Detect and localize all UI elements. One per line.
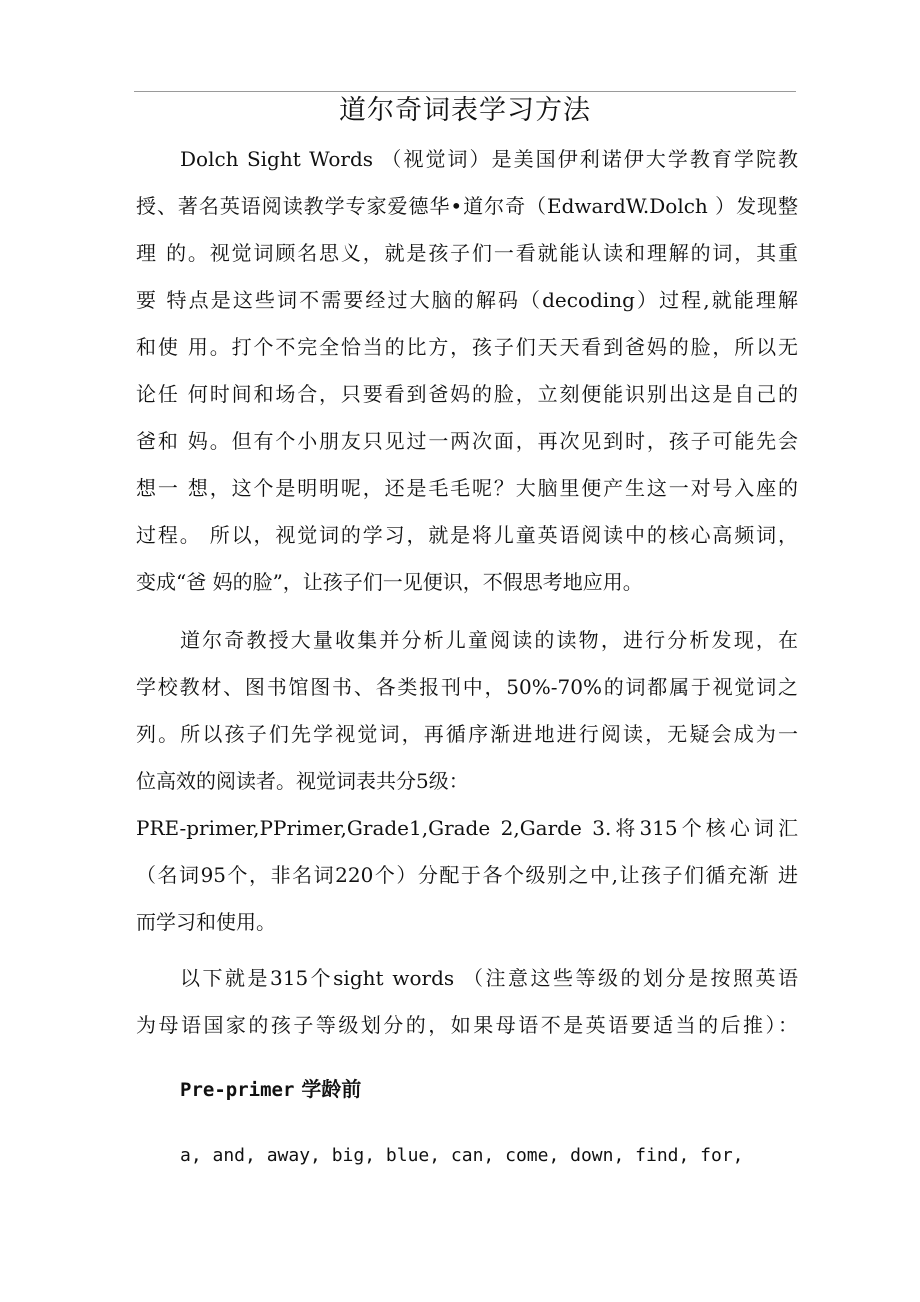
paragraph-line: PRE-primer,PPrimer,Grade1,Grade 2,Garde 3.将315个核心词汇: [136, 816, 798, 840]
paragraph-line: 想一 想，这个是明明呢，还是毛毛呢？大脑里便产生这一对号入座的: [136, 476, 798, 500]
paragraph-line: 理 的。视觉词顾名思义，就是孩子们一看就能认读和理解的词，其重: [136, 241, 798, 265]
paragraph-line: 道尔奇教授大量收集并分析儿童阅读的读物，进行分析发现，在: [180, 628, 798, 652]
paragraph-line: 论任 何时间和场合，只要看到爸妈的脸，立刻便能识别出这是自己的: [136, 382, 798, 406]
sight-word-list: a, and, away, big, blue, can, come, down, find, for,: [180, 1145, 744, 1166]
paragraph-line: 以下就是315个sight words （注意这些等级的划分是按照英语: [180, 966, 798, 990]
paragraph-line: 变成“爸 妈的脸”，让孩子们一见便识，不假思考地应用。: [136, 570, 643, 594]
paragraph-line: 列。所以孩子们先学视觉词，再循序渐进地进行阅读，无疑会成为一: [136, 722, 798, 746]
paragraph-line: Dolch Sight Words （视觉词）是美国伊利诺伊大学教育学院教: [180, 147, 798, 171]
section-heading: [180, 1070, 361, 1109]
paragraph-line: 爸和 妈。但有个小朋友只见过一两次面，再次见到时，孩子可能先会: [136, 429, 798, 453]
paragraph-line: 位高效的阅读者。视觉词表共分5级：: [136, 769, 469, 793]
document-title: 道尔奇词表学习方法: [339, 95, 591, 126]
paragraph-line: 过程。 所以，视觉词的学习，就是将儿童英语阅读中的核心高频词，: [136, 523, 798, 547]
paragraph-line: 要 特点是这些词不需要经过大脑的解码（decoding）过程,就能理解: [136, 288, 798, 312]
paragraph-line: 而学习和使用。: [136, 910, 276, 934]
header-rule: [134, 91, 796, 92]
paragraph-line: （名词95个，非名词220个）分配于各个级别之中,让孩子们循充渐 进: [136, 863, 798, 887]
paragraph-line: 为母语国家的孩子等级划分的，如果母语不是英语要适当的后推）：: [136, 1013, 798, 1037]
section-heading-chinese: 学龄前: [301, 1077, 362, 1101]
paragraph-line: 授、著名英语阅读教学专家爱德华•道尔奇（EdwardW.Dolch ）发现整: [136, 194, 798, 218]
paragraph-2: [136, 617, 798, 946]
section-heading-english: Pre-primer: [180, 1079, 295, 1101]
paragraph-line: 和使 用。打个不完全恰当的比方，孩子们天天看到爸妈的脸，所以无: [136, 335, 798, 359]
paragraph-1: [136, 136, 798, 606]
paragraph-line: 学校教材、图书馆图书、各类报刊中，50%-70%的词都属于视觉词之: [136, 675, 798, 699]
paragraph-3: [136, 955, 798, 1049]
